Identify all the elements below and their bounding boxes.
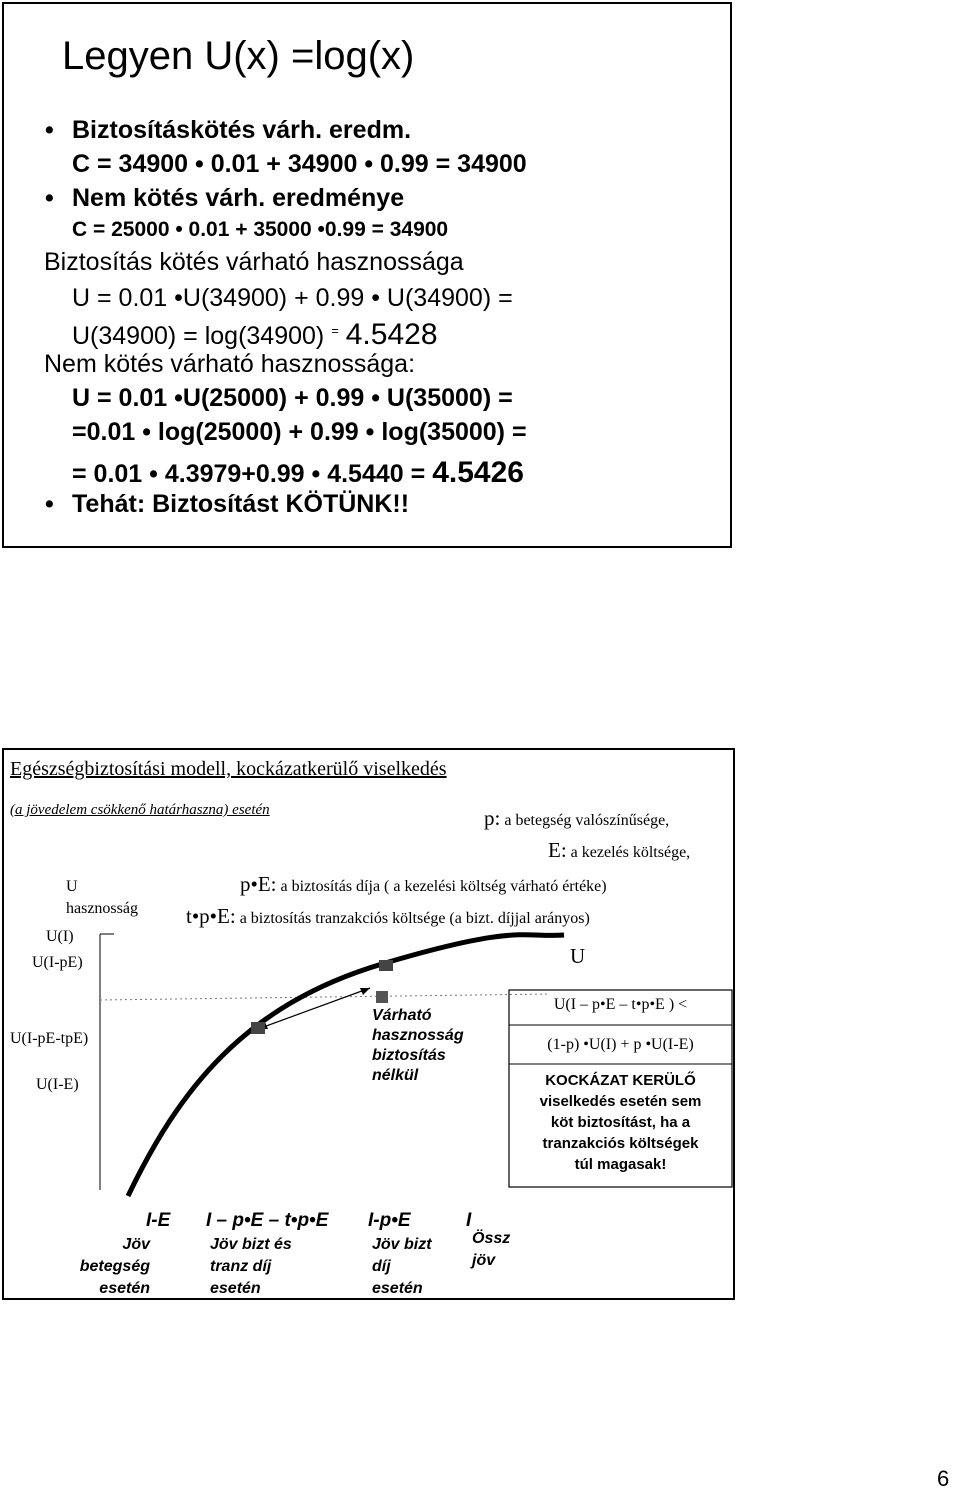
line-uninsured-expected-result: • Nem kötés várh. eredménye [72, 184, 404, 213]
line-insured-utility-log [72, 318, 438, 352]
line-uninsured-utility-calc: U = 0.01 •U(25000) + 0.99 • U(35000) = [72, 384, 513, 412]
def-e-text: a kezelés költsége, [566, 844, 691, 861]
x-desc-ipe-line-2: díj [372, 1258, 391, 1275]
x-desc-i-line-1: Össz [472, 1230, 511, 1247]
point-marker-middle [376, 991, 388, 1003]
box-line-7: túl magasak! [574, 1156, 667, 1173]
def-pe-symbol: p•E: [240, 872, 277, 896]
box-line-4: viselkedés esetén sem [539, 1093, 702, 1110]
slide-2-title: Egészségbiztosítási modell, kockázatkerülő viselkedés [10, 758, 447, 780]
expected-utility-label [372, 1006, 464, 1086]
box-line-5: köt biztosítást, ha a [550, 1114, 691, 1131]
line-insured-utility-heading: Biztosítás kötés várható hasznossága [44, 248, 464, 276]
slide-1 [2, 2, 732, 548]
def-tpe-symbol: t•p•E: [186, 904, 236, 928]
def-p [484, 806, 669, 831]
slide-2-subtitle: (a jövedelem csökkenő határhaszna) esetén [10, 802, 270, 818]
uninsured-utility-expression: = 0.01 • 4.3979+0.99 • 4.5440 = [72, 460, 426, 488]
utility-chord [258, 988, 370, 1029]
slide-2 [2, 748, 735, 1300]
uninsured-utility-value: 4.5426 [432, 456, 524, 489]
x-desc-i [472, 1228, 510, 1272]
x-desc-ie-line-1: Jöv [122, 1236, 150, 1253]
x-label-ipe: I-p•E [368, 1210, 411, 1231]
x-desc-ie-line-3: esetén [99, 1280, 150, 1297]
x-desc-ipetpe [210, 1234, 292, 1300]
equals-sign-small: = [331, 323, 339, 338]
def-tpe [186, 904, 590, 929]
box-inequality-lhs: U(I – p•E – t•p•E ) < [553, 996, 688, 1013]
x-desc-ie [70, 1234, 150, 1300]
box-conclusion-text [509, 1070, 732, 1175]
def-e [548, 838, 690, 863]
def-p-text: a betegség valószínűsége, [500, 812, 670, 829]
line-uninsured-utility-log: =0.01 • log(25000) + 0.99 • log(35000) = [72, 418, 527, 446]
line-uninsured-calc: C = 25000 • 0.01 + 35000 •0.99 = 34900 [72, 218, 449, 241]
expected-utility-line-1: Várható [372, 1007, 432, 1024]
y-label-ui: U(I) [46, 928, 74, 945]
point-marker-upper [379, 960, 393, 971]
log-expression: U(34900) = log(34900) [72, 322, 325, 350]
y-label-hasznossag: hasznosság [66, 900, 138, 917]
box-line-3: KOCKÁZAT KERÜLŐ [545, 1072, 696, 1089]
page-number: 6 [937, 1466, 950, 1491]
x-label-ipetpe: I – p•E – t•p•E [206, 1210, 329, 1231]
def-pe-text: a biztosítás díja ( a kezelési költség várható értéke) [276, 878, 607, 895]
x-desc-ipetpe-line-3: esetén [210, 1280, 261, 1297]
utility-curve [128, 935, 564, 1196]
slide-1-title: Legyen U(x) =log(x) [62, 34, 415, 78]
def-pe [240, 872, 607, 897]
x-desc-ipetpe-line-2: tranz díj [210, 1258, 272, 1275]
box-line-6: tranzakciós költségek [542, 1135, 699, 1152]
expected-utility-line-3: biztosítás [372, 1047, 446, 1064]
x-desc-ipe-line-3: esetén [372, 1280, 423, 1297]
expected-utility-line-4: nélkül [372, 1067, 419, 1084]
def-p-symbol: p: [484, 806, 501, 830]
y-label-u: U [66, 878, 78, 895]
x-label-i: I [466, 1210, 472, 1231]
insured-utility-value: 4.5428 [345, 318, 438, 351]
x-desc-ipe [372, 1234, 432, 1300]
x-desc-i-line-2: jöv [472, 1252, 496, 1269]
expected-utility-line-2: hasznosság [372, 1027, 464, 1044]
curve-label-u: U [570, 944, 586, 968]
line-conclusion: • Tehát: Biztosítást KÖTÜNK!! [72, 490, 409, 519]
y-label-uipe: U(I-pE) [32, 954, 83, 971]
y-label-uipetpe: U(I-pE-tpE) [10, 1030, 89, 1047]
x-desc-ipetpe-line-1: Jöv bizt és [210, 1236, 292, 1253]
x-desc-ipe-line-1: Jöv bizt [372, 1236, 432, 1253]
y-label-uie: U(I-E) [36, 1076, 79, 1093]
line-insured-expected-result: • Biztosításkötés várh. eredm. [72, 116, 411, 145]
box-inequality-rhs: (1-p) •U(I) + p •U(I-E) [547, 1036, 694, 1053]
x-label-ie: I-E [146, 1210, 171, 1231]
line-insured-calc: C = 34900 • 0.01 + 34900 • 0.99 = 34900 [72, 150, 527, 178]
def-tpe-text: a biztosítás tranzakciós költsége (a bizt. díjjal arányos) [235, 910, 590, 927]
def-e-symbol: E: [548, 838, 567, 862]
dotted-guide-line [100, 994, 550, 1000]
x-desc-ie-line-2: betegség [79, 1258, 150, 1275]
line-uninsured-utility-heading: Nem kötés várható hasznossága: [44, 350, 416, 378]
point-marker-lower [251, 1022, 265, 1034]
chord-arrowhead-right [360, 988, 370, 995]
line-insured-utility-calc: U = 0.01 •U(34900) + 0.99 • U(34900) = [72, 284, 513, 312]
line-uninsured-utility-result [72, 456, 524, 490]
